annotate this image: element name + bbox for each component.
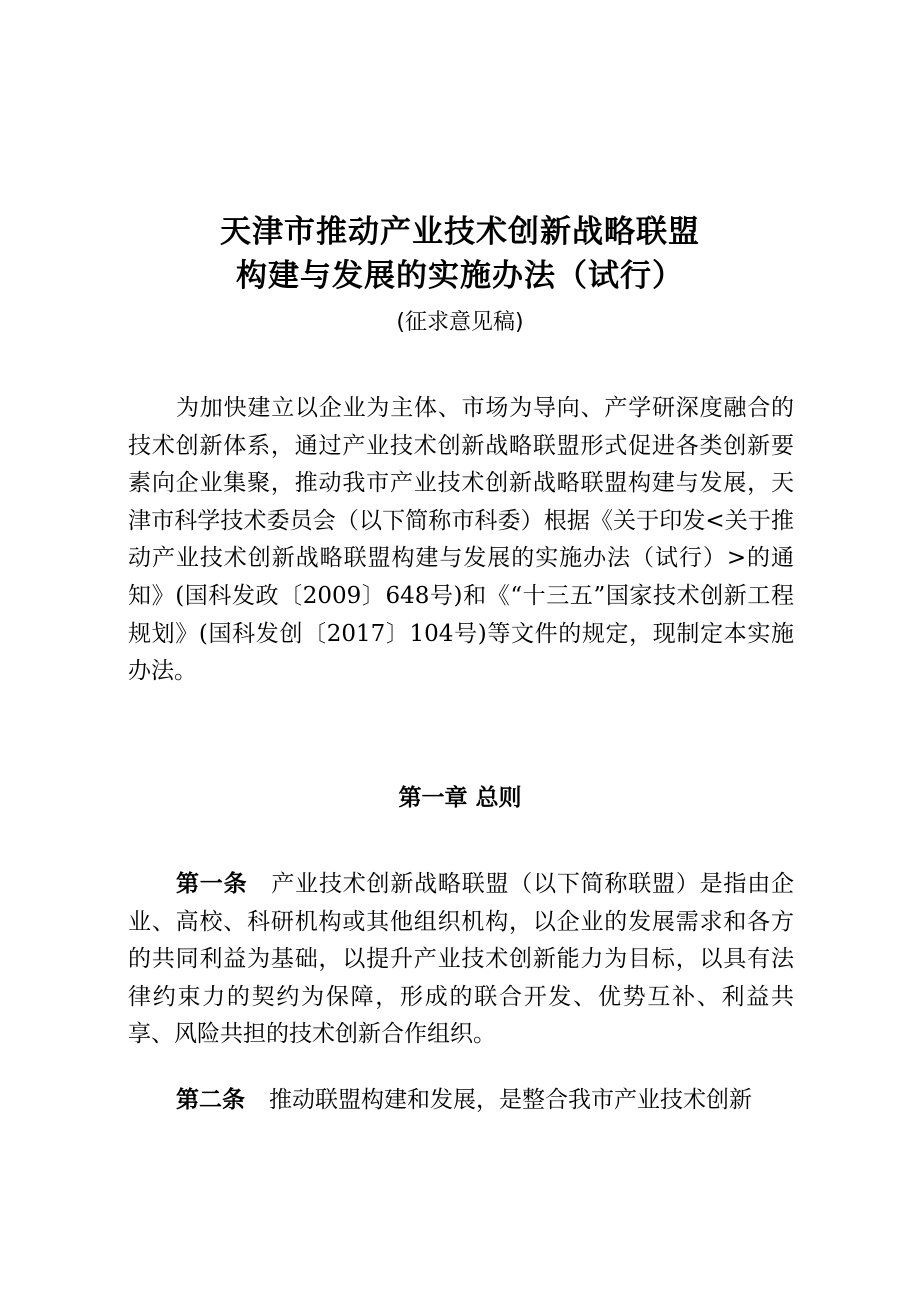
document-title-line1: 天津市推动产业技术创新战略联盟: [220, 214, 700, 250]
article-1-text: 产业技术创新战略联盟（以下简称联盟）是指由企业、高校、科研机构或其他组织机构，以企业的发展需求和各方的共同利益为基础，以提升产业技术创新能力为目标，以具有法律约束力的契约为保障，形成的联合开发、优势互补、利益共享、风险共担的技术创新合作组织。: [128, 871, 794, 1048]
article-2-label: 第二条: [176, 1087, 245, 1113]
article-2-text: 推动联盟构建和发展，是整合我市产业技术创新: [269, 1087, 752, 1113]
document-title-line2: 构建与发展的实施办法（试行）: [236, 258, 684, 294]
article-1-label: 第一条: [176, 871, 248, 897]
document-subtitle: (征求意见稿): [396, 310, 524, 335]
article-2: [128, 1082, 794, 1120]
chapter-heading: 第一章 总则: [398, 785, 522, 811]
intro-paragraph: 为加快建立以企业为主体、市场为导向、产学研深度融合的技术创新体系，通过产业技术创新战略联盟形式促进各类创新要素向企业集聚，推动我市产业技术创新战略联盟构建与发展，天津市科学技术委员会（以下简称市科委）根据《关于印发<关于推动产业技术创新战略联盟构建与发展的实施办法（试行）>的通知》(国科发政〔2009〕648号)和《“十三五”国家技术创新工程规划》(国科发创〔2017〕104号)等文件的规定，现制定本实施办法。: [128, 395, 794, 685]
article-1: [128, 866, 794, 1054]
